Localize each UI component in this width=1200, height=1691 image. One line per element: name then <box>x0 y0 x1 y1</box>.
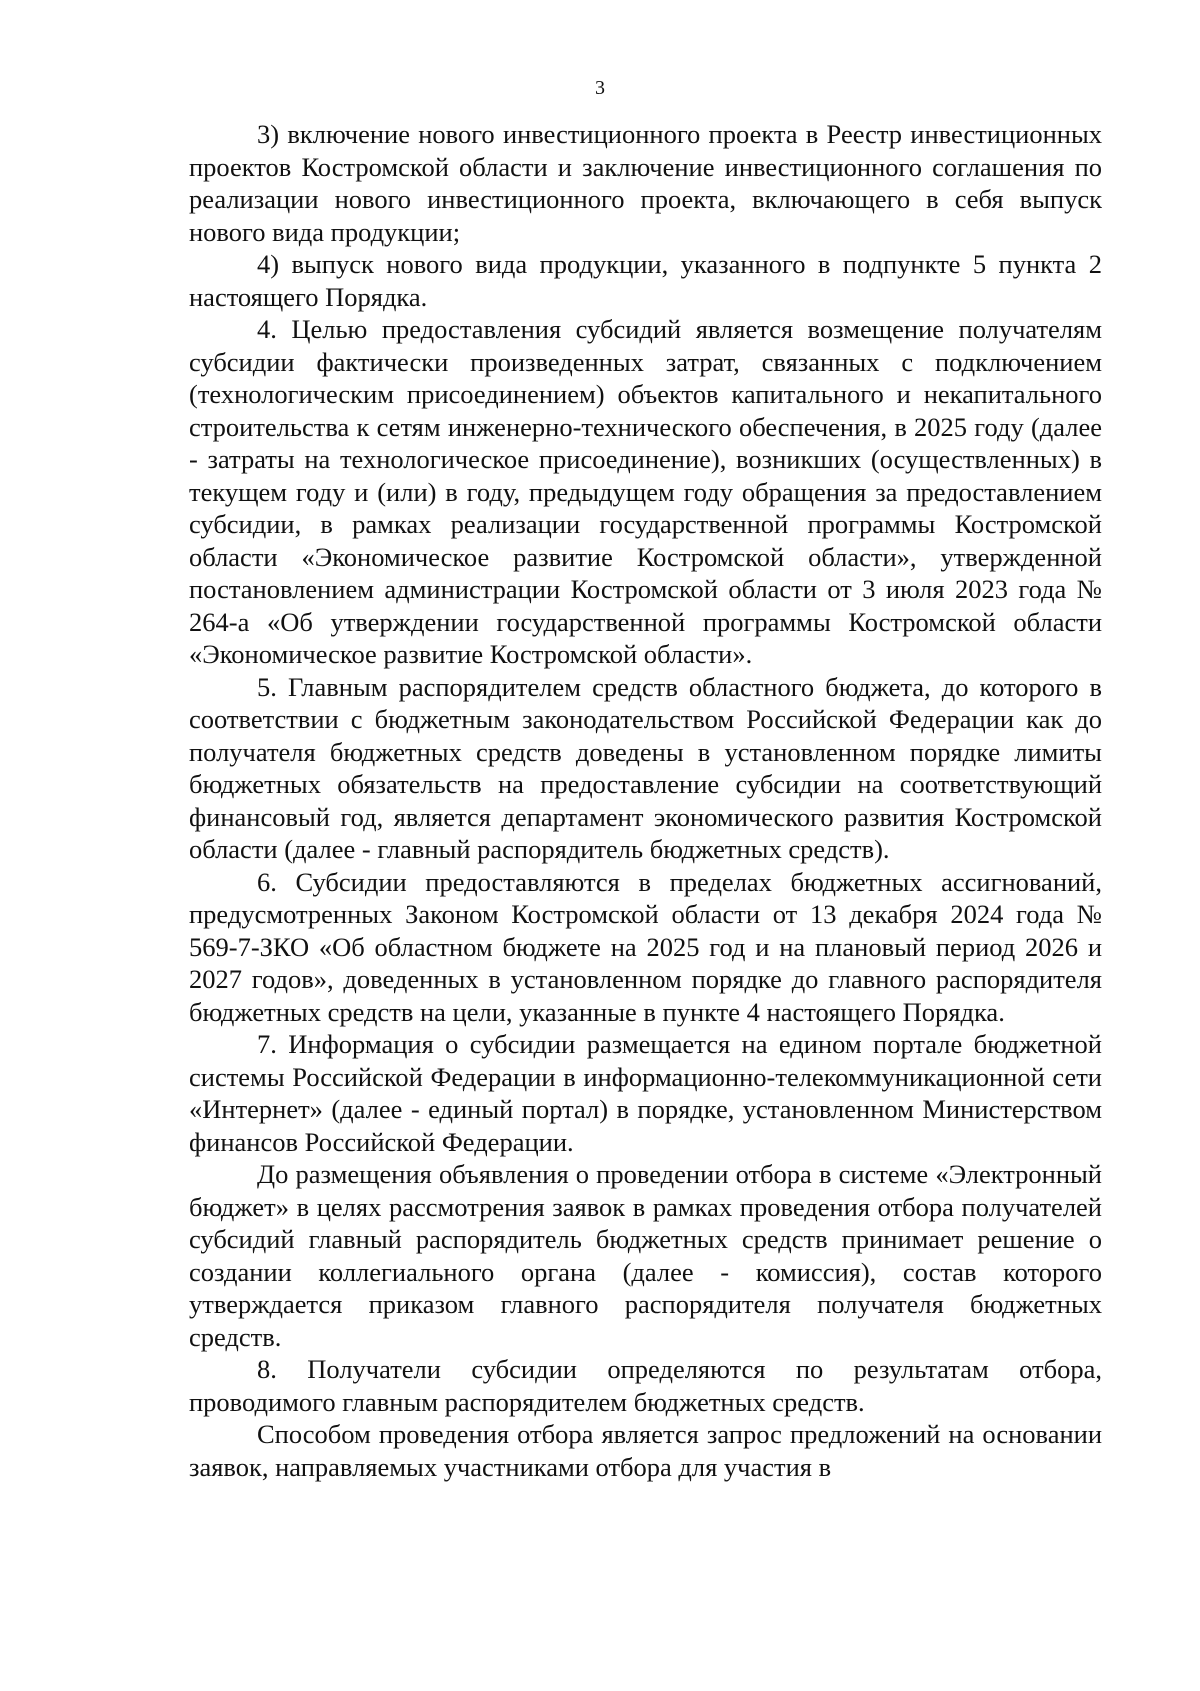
page-number: 3 <box>595 77 605 99</box>
paragraph-6-budget-limits: 6. Субсидии предоставляются в пределах бюджетных ассигнований, предусмотренных Законом Костромской области от 13 декабря 2024 года № 569-7-ЗКО «Об областном бюджете на 2025 год и на плановый период 2026 и 2027 годов», доведенных в установленном порядке до главного распорядителя бюджетных средств на цели, указанные в пункте 4 настоящего Порядка. <box>189 866 1102 1027</box>
paragraph-8-recipients: 8. Получатели субсидии определяются по результатам отбора, проводимого главным распорядителем бюджетных средств. <box>189 1354 1102 1417</box>
paragraph-commission: До размещения объявления о проведении отбора в системе «Электронный бюджет» в целях рассмотрения заявок в рамках проведения отбора получателей субсидий главный распорядитель бюджетных средств принимает решение о создании коллегиального органа (далее - комиссия), состав которого утверждается приказом главного распорядителя получателя бюджетных средств. <box>189 1159 1102 1352</box>
paragraph-4-purpose: 4. Целью предоставления субсидий является возмещение получателям субсидии фактически произведенных затрат, связанных с подключением (технологическим присоединением) объектов капитального и некапитального строительства к сетям инженерно-технического обеспечения, в 2025 году (далее - затраты на технологическое присоединение), возникших (осуществленных) в текущем году и (или) в году, предыдущем году обращения за предоставлением субсидии, в рамках реализации государственной программы Костромской области «Экономическое развитие Костромской области», утвержденной постановлением администрации Костромской области от 3 июля 2023 года № 264-а «Об утверждении государственной программы Костромской области «Экономическое развитие Костромской области». <box>189 314 1102 669</box>
paragraph-5-main-manager: 5. Главным распорядителем средств областного бюджета, до которого в соответствии с бюджетным законодательством Российской Федерации как до получателя бюджетных средств доведены в установленном порядке лимиты бюджетных обязательств на предоставление субсидии на соответствующий финансовый год, является департамент экономического развития Костромской области (далее - главный распорядитель бюджетных средств). <box>189 671 1102 864</box>
paragraph-7-information: 7. Информация о субсидии размещается на едином портале бюджетной системы Российской Федерации в информационно-телекоммуникационной сети «Интернет» (далее - единый портал) в порядке, установленном Министерством финансов Российской Федерации. <box>189 1029 1102 1157</box>
paragraph-4-subitem: 4) выпуск нового вида продукции, указанного в подпункте 5 пункта 2 настоящего Порядка. <box>189 249 1102 312</box>
document-body <box>189 118 1102 1483</box>
paragraph-3-subitem: 3) включение нового инвестиционного проекта в Реестр инвестиционных проектов Костромской области и заключение инвестиционного соглашения по реализации нового инвестиционного проекта, включающего в себя выпуск нового вида продукции; <box>189 119 1102 247</box>
paragraph-selection-method: Способом проведения отбора является запрос предложений на основании заявок, направляемых участниками отбора для участия в <box>189 1419 1102 1482</box>
